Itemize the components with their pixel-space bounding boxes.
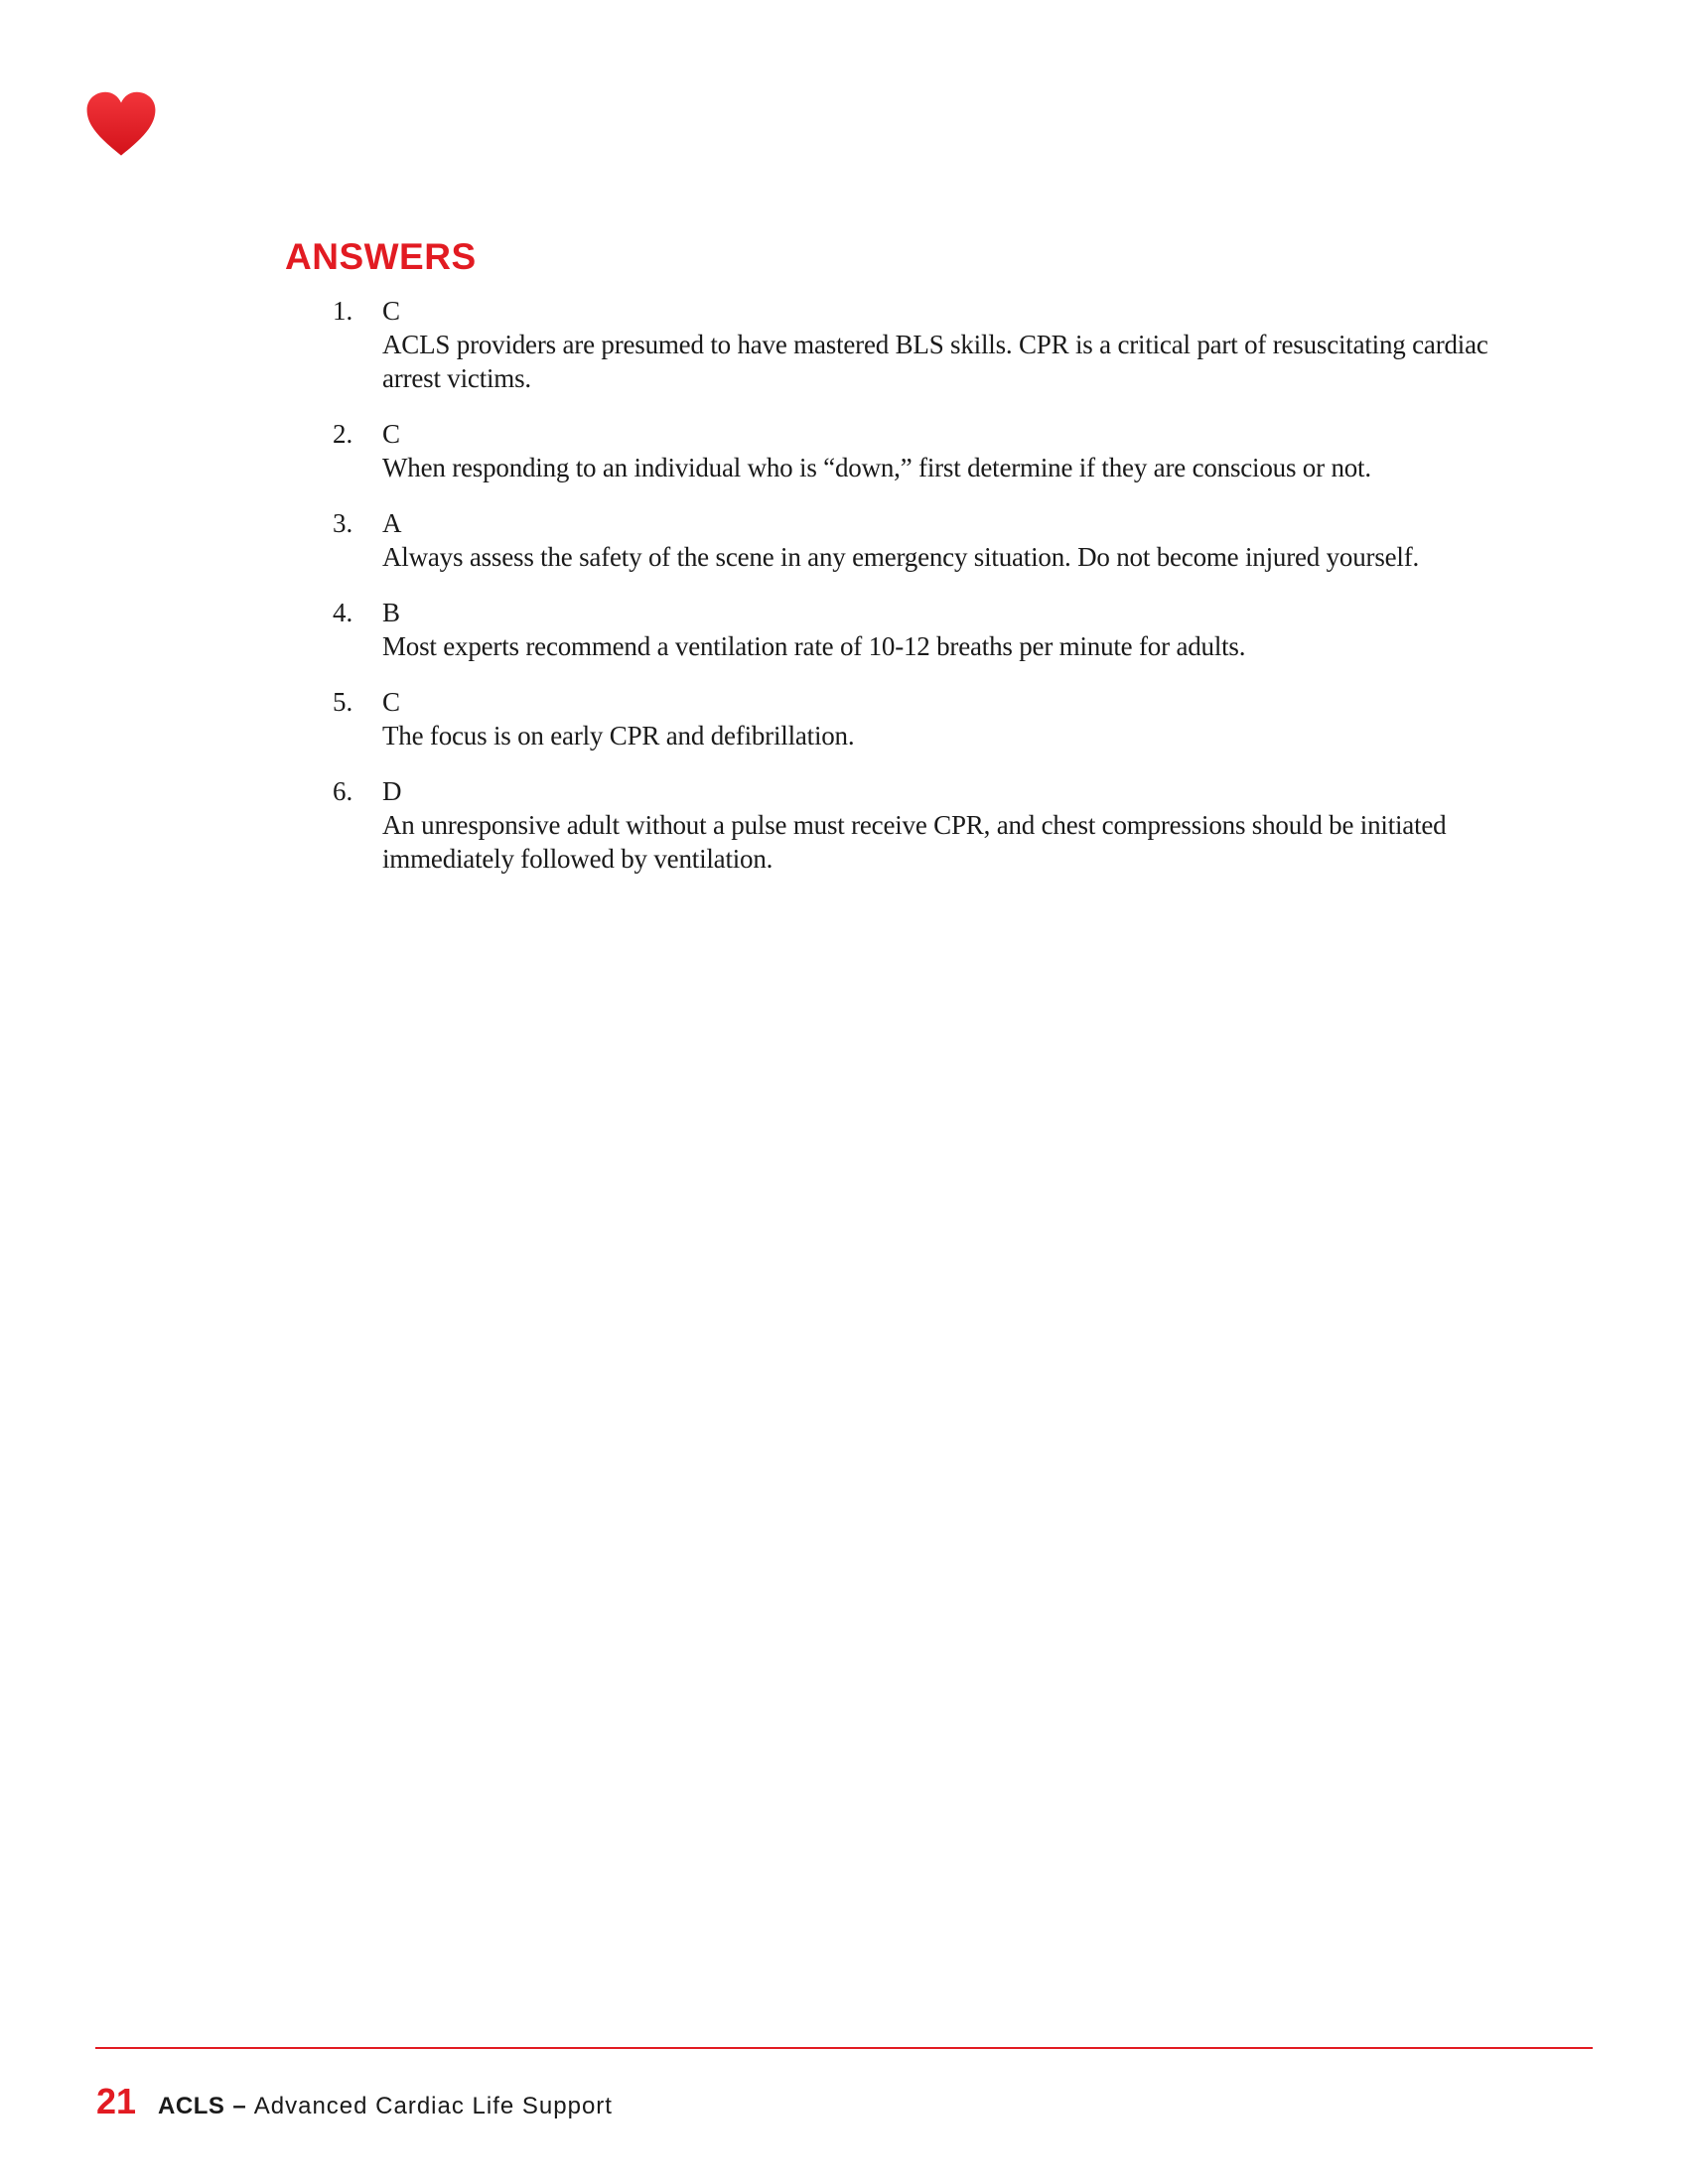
answer-item <box>320 506 1491 574</box>
answer-item <box>320 417 1491 484</box>
answer-item <box>320 774 1491 876</box>
answer-number: 3. <box>333 508 353 538</box>
answer-explanation: Most experts recommend a ventilation rate of 10-12 breaths per minute for adults. <box>382 631 1246 661</box>
answer-list <box>320 294 1491 897</box>
answer-explanation: An unresponsive adult without a pulse must receive CPR, and chest compressions should be initiated immediately followed by ventilation. <box>382 810 1447 874</box>
page-number: 21 <box>96 2081 137 2121</box>
answer-number: 4. <box>333 598 353 627</box>
answer-item <box>320 294 1491 395</box>
answer-explanation: When responding to an individual who is “down,” first determine if they are conscious or not. <box>382 453 1371 482</box>
answer-letter: A <box>382 508 402 538</box>
footer-divider <box>95 2047 1593 2049</box>
answer-item <box>320 685 1491 752</box>
answer-letter: D <box>382 776 402 806</box>
answer-number: 5. <box>333 687 353 717</box>
answer-item <box>320 596 1491 663</box>
page-footer <box>96 2081 613 2122</box>
answer-number: 1. <box>333 296 353 326</box>
footer-title: Advanced Cardiac Life Support <box>253 2093 613 2119</box>
answer-explanation: Always assess the safety of the scene in any emergency situation. Do not become injured yourself. <box>382 542 1420 572</box>
answer-explanation: ACLS providers are presumed to have mastered BLS skills. CPR is a critical part of resuscitating cardiac arrest victims. <box>382 330 1488 393</box>
page-heading: ANSWERS <box>285 236 477 277</box>
answer-letter: C <box>382 296 401 326</box>
answer-letter: C <box>382 419 401 449</box>
footer-acronym: ACLS <box>158 2093 225 2119</box>
answer-number: 6. <box>333 776 353 806</box>
answer-letter: C <box>382 687 401 717</box>
footer-dash: – <box>232 2093 246 2119</box>
answer-explanation: The focus is on early CPR and defibrillation. <box>382 721 855 751</box>
answer-letter: B <box>382 598 401 627</box>
heart-icon <box>85 91 157 157</box>
answer-number: 2. <box>333 419 353 449</box>
